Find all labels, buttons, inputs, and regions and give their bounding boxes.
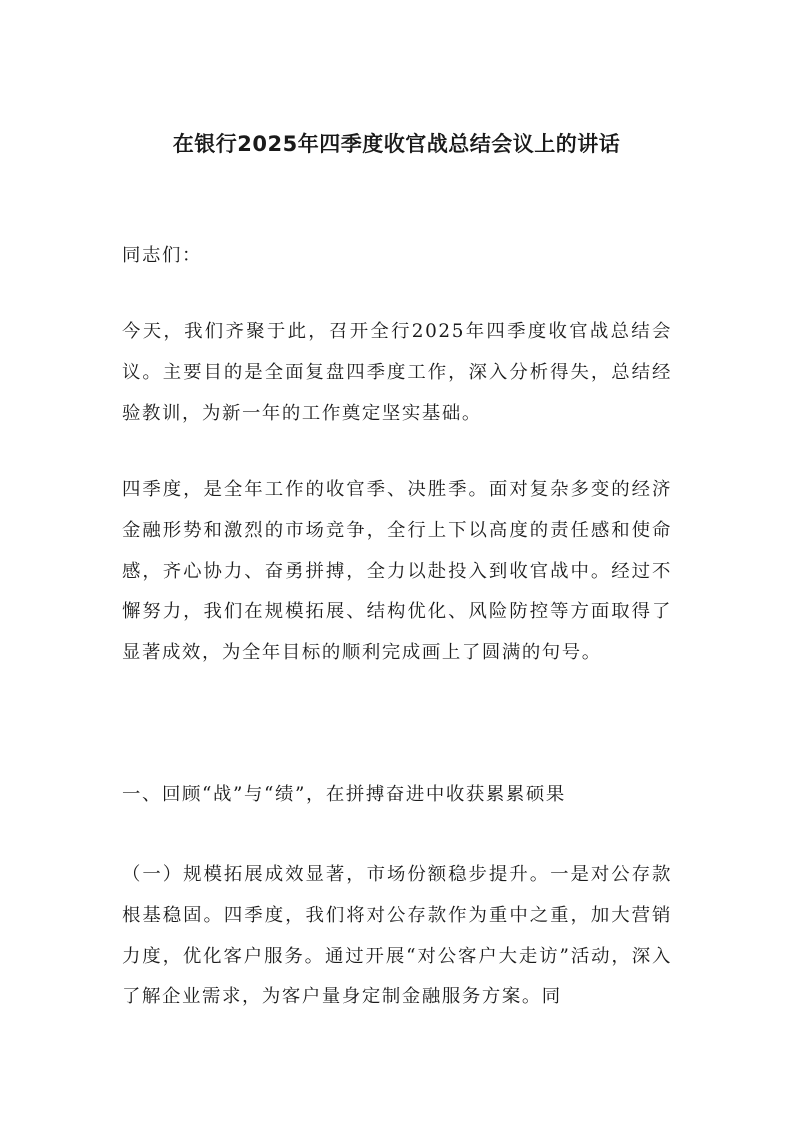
section-heading: 一、回顾“战”与“绩”，在拼搏奋进中收获累累硕果 — [122, 784, 566, 805]
paragraph-intro: 今天，我们齐聚于此，召开全行2025年四季度收官战总结会议。主要目的是全面复盘四季度工作，深入分析得失，总结经验教训，为新一年的工作奠定坚实基础。 — [122, 321, 672, 424]
paragraph-q4-summary: 四季度，是全年工作的收官季、决胜季。面对复杂多变的经济金融形势和激烈的市场竞争，全行上下以高度的责任感和使命感，齐心协力、奋勇拼搏，全力以赴投入到收官战中。经过不懈努力，我们在规模拓展、结构优化、风险防控等方面取得了显著成效，为全年目标的顺利完成画上了圆满的句号。 — [122, 479, 672, 664]
salutation: 同志们： — [122, 245, 202, 266]
document-title: 在银行2025年四季度收官战总结会议上的讲话 — [172, 132, 621, 156]
section-paragraph: （一）规模拓展成效显著，市场份额稳步提升。一是对公存款根基稳固。四季度，我们将对公存款作为重中之重，加大营销力度，优化客户服务。通过开展“对公客户大走访”活动，深入了解企业需求，为客户量身定制金融服务方案。同 — [122, 864, 672, 1008]
